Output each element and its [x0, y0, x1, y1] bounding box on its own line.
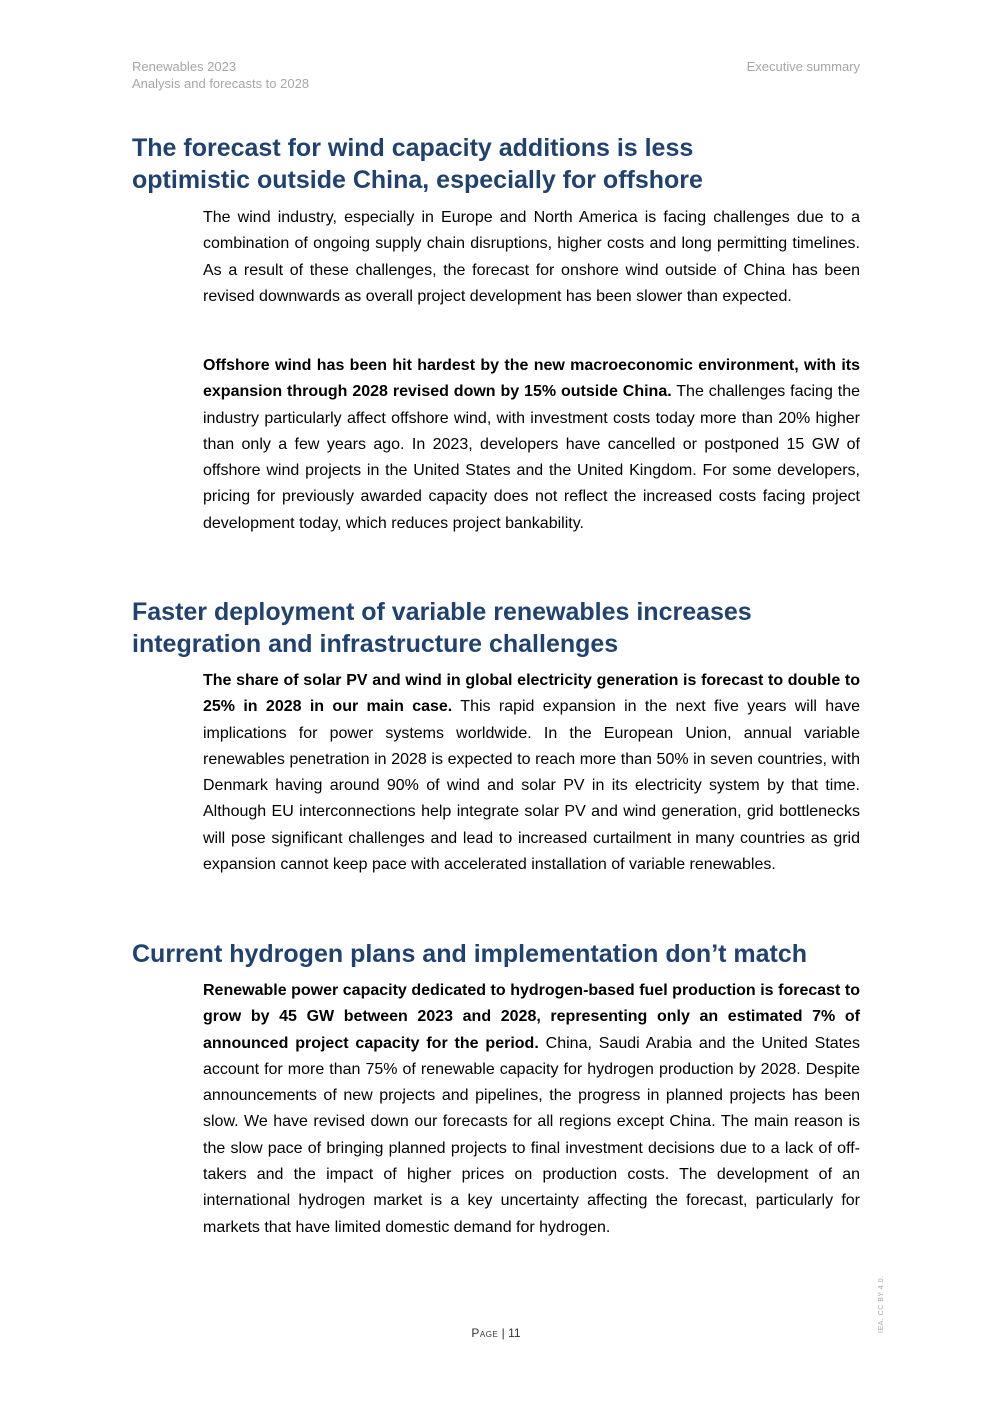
paragraph-solar-wind-share	[203, 668, 860, 878]
section-heading-integration	[132, 596, 872, 660]
paragraph-text: The challenges facing the industry particularly affect offshore wind, with investment costs today more than 20% higher than only a few years ago. In 2023, developers have cancelled or postponed 15 GW of offshore wind projects in the United States and the United Kingdom. For some developers, pricing for previously awarded capacity does not reflect the increased costs facing project development today, which reduces project bankability.	[203, 383, 861, 532]
page-label: Page	[471, 1326, 499, 1340]
paragraph-lead: Offshore wind has been hit hardest by the new macroeconomic environment, with its expansion through 2028 revised down by 15% outside China.	[203, 357, 860, 401]
section-label: Executive summary	[746, 59, 860, 74]
heading-line: The forecast for wind capacity additions is less	[132, 134, 694, 162]
paragraph-text: The wind industry, especially in Europe and North America is facing challenges due to a combination of ongoing supply chain disruptions, higher costs and long permitting timelines. As a result of these challenges, the forecast for onshore wind outside of China has been revised downwards as overall project development has been slower than expected.	[203, 209, 860, 305]
page-footer	[0, 1326, 992, 1340]
license-credit: IEA. CC BY 4.0.	[878, 1275, 885, 1333]
paragraph-text: China, Saudi Arabia and the United States account for more than 75% of renewable capacity for hydrogen production by 2028. Despite announcements of new projects and pipelines, the progress in planned projects has been slow. We have revised down our forecasts for all regions except China. The main reason is the slow pace of bringing planned projects to final investment decisions due to a lack of off-takers and the impact of higher prices on production costs. The development of an international hydrogen market is a key uncertainty affecting the forecast, particularly for markets that have limited domestic demand for hydrogen.	[203, 1034, 861, 1236]
heading-line: integration and infrastructure challenges	[132, 630, 619, 658]
paragraph-offshore-wind	[203, 353, 860, 537]
paragraph-lead: The share of solar PV and wind in global electricity generation is forecast to double to 25% in 2028 in our main case.	[203, 672, 860, 716]
page-separator: |	[498, 1326, 509, 1340]
page-number: 11	[508, 1326, 521, 1340]
heading-line: Current hydrogen plans and implementation don’t match	[132, 940, 808, 968]
report-subtitle: Analysis and forecasts to 2028	[132, 76, 310, 91]
paragraph-hydrogen	[203, 978, 860, 1241]
paragraph-lead: Renewable power capacity dedicated to hydrogen-based fuel production is forecast to grow by 45 GW between 2023 and 2028, representing only an estimated 7% of announced project capacity for the period.	[203, 982, 860, 1052]
heading-line: Faster deployment of variable renewables increases	[132, 598, 752, 626]
document-header	[132, 58, 309, 92]
section-heading-hydrogen	[132, 938, 872, 970]
section-heading-wind	[132, 132, 872, 196]
report-title: Renewables 2023	[132, 59, 237, 74]
paragraph-wind-industry	[203, 205, 860, 310]
paragraph-text: This rapid expansion in the next five years will have implications for power systems worldwide. In the European Union, annual variable renewables penetration in 2028 is expected to reach more than 50% in seven countries, with Denmark having around 90% of wind and solar PV in its electricity system by that time. Although EU interconnections help integrate solar PV and wind generation, grid bottlenecks will pose significant challenges and lead to increased curtailment in many countries as grid expansion cannot keep pace with accelerated installation of variable renewables.	[203, 698, 860, 874]
heading-line: optimistic outside China, especially for offshore	[132, 166, 703, 194]
